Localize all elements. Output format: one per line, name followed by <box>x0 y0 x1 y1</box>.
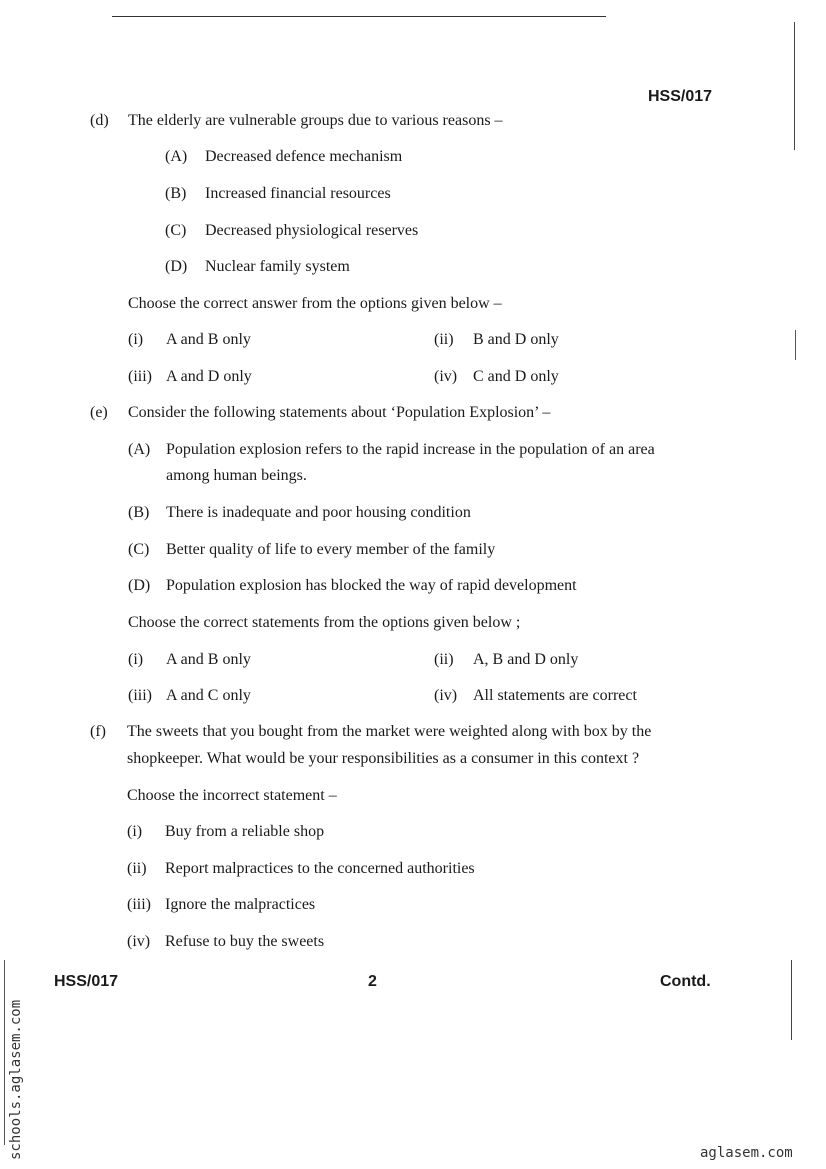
question-e-option-iii-label: (iii) <box>128 687 152 704</box>
question-e-option-iii-text: A and C only <box>166 687 251 704</box>
question-e-item-a-label: (A) <box>128 441 151 458</box>
footer-page-number: 2 <box>368 973 377 990</box>
question-f-option-ii-label: (ii) <box>127 860 147 877</box>
right-border-mark <box>795 330 796 360</box>
question-d-item-c-label: (C) <box>165 222 187 239</box>
question-f-option-iii-label: (iii) <box>127 896 151 913</box>
question-f-option-iv-label: (iv) <box>127 933 151 950</box>
page-header-code: HSS/017 <box>648 88 713 105</box>
question-e-item-c-label: (C) <box>128 541 150 558</box>
question-f-instruction: Choose the incorrect statement – <box>127 787 337 804</box>
question-d-option-iv-label: (iv) <box>434 368 458 385</box>
question-d-item-b-label: (B) <box>165 185 187 202</box>
question-d-option-iii-label: (iii) <box>128 368 152 385</box>
question-d-option-i-text: A and B only <box>166 331 251 348</box>
question-e-option-ii-label: (ii) <box>434 651 454 668</box>
question-d-option-i-label: (i) <box>128 331 144 348</box>
question-d-label: (d) <box>90 112 109 129</box>
question-f-stem-line1: The sweets that you bought from the market were weighted along with box by the <box>127 723 652 740</box>
question-e-option-i-label: (i) <box>128 651 144 668</box>
question-f-option-ii-text: Report malpractices to the concerned authorities <box>165 860 475 877</box>
right-border-line <box>794 22 795 150</box>
question-d-option-ii-label: (ii) <box>434 331 454 348</box>
question-d-item-a-label: (A) <box>165 148 188 165</box>
question-f-stem-line2: shopkeeper. What would be your responsibilities as a consumer in this context ? <box>127 750 640 767</box>
question-d-option-iv-text: C and D only <box>473 368 559 385</box>
question-d-item-a-text: Decreased defence mechanism <box>205 148 403 165</box>
question-e-item-d-text: Population explosion has blocked the way of rapid development <box>166 577 577 594</box>
question-e-label: (e) <box>90 404 108 421</box>
question-e-option-ii-text: A, B and D only <box>473 651 579 668</box>
right-border-line-bottom <box>791 960 792 1040</box>
question-f-label: (f) <box>90 723 106 740</box>
question-e-item-b-text: There is inadequate and poor housing condition <box>166 504 471 521</box>
question-d-item-d-label: (D) <box>165 258 188 275</box>
question-e-option-iv-label: (iv) <box>434 687 458 704</box>
question-e-instruction: Choose the correct statements from the options given below ; <box>128 614 521 631</box>
corner-watermark: aglasem.com <box>700 1145 793 1161</box>
side-watermark: schools.aglasem.com <box>8 999 24 1160</box>
question-f-option-iii-text: Ignore the malpractices <box>165 896 316 913</box>
top-border-line <box>112 16 606 17</box>
question-d-stem: The elderly are vulnerable groups due to various reasons – <box>128 112 503 129</box>
question-f-option-i-label: (i) <box>127 823 143 840</box>
question-e-item-d-label: (D) <box>128 577 151 594</box>
question-d-item-d-text: Nuclear family system <box>205 258 350 275</box>
question-d-option-ii-text: B and D only <box>473 331 559 348</box>
question-e-stem: Consider the following statements about ‘Population Explosion’ – <box>128 404 551 421</box>
question-e-item-a-text: Population explosion refers to the rapid increase in the population of an area <box>166 441 655 458</box>
question-e-item-a-text-cont: among human beings. <box>166 467 307 484</box>
question-f-option-i-text: Buy from a reliable shop <box>165 823 325 840</box>
question-e-item-c-text: Better quality of life to every member of the family <box>166 541 496 558</box>
left-border-line <box>4 960 5 1145</box>
question-d-option-iii-text: A and D only <box>166 368 252 385</box>
question-d-instruction: Choose the correct answer from the options given below – <box>128 295 502 312</box>
question-d-item-c-text: Decreased physiological reserves <box>205 222 419 239</box>
question-e-option-i-text: A and B only <box>166 651 251 668</box>
question-f-option-iv-text: Refuse to buy the sweets <box>165 933 325 950</box>
question-e-option-iv-text: All statements are correct <box>473 687 637 704</box>
question-e-item-b-label: (B) <box>128 504 150 521</box>
footer-contd: Contd. <box>660 973 711 990</box>
footer-code: HSS/017 <box>54 973 119 990</box>
question-d-item-b-text: Increased financial resources <box>205 185 391 202</box>
